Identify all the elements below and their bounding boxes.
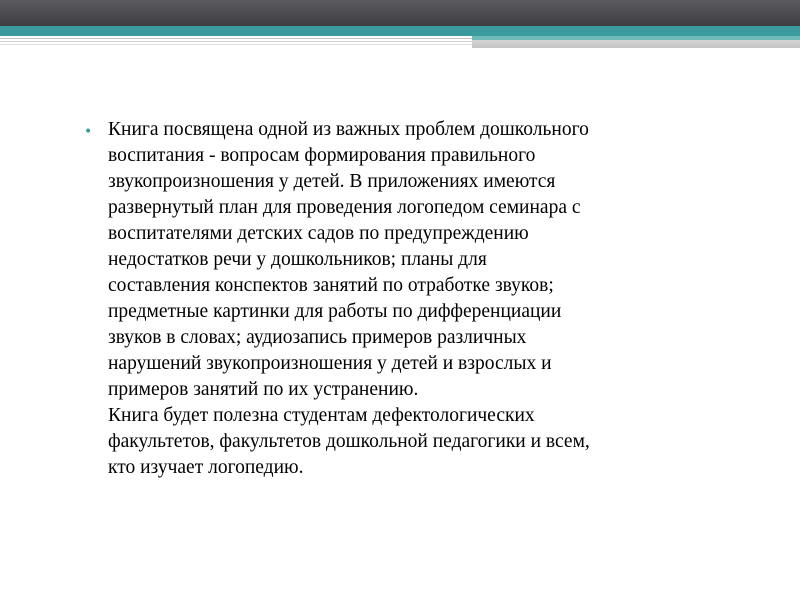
body-line: составления конспектов занятий по отработке звуков; <box>108 275 554 296</box>
header-bar <box>0 0 800 26</box>
body-line: воспитания - вопросам формирования правильного <box>108 145 536 166</box>
bullet-text <box>108 117 724 481</box>
header-accent-teal <box>472 36 800 40</box>
body-line: предметные картинки для работы по дифференциации <box>108 301 562 322</box>
body-line: воспитателями детских садов по предупреждению <box>108 223 529 244</box>
bullet-item <box>84 117 724 481</box>
header-teal-band <box>0 26 800 36</box>
body-line: примеров занятий по их устранению. <box>108 379 419 400</box>
body-line: звукопроизношения у детей. В приложениях имеются <box>108 171 556 192</box>
body-line: факультетов, факультетов дошкольной педагогики и всем, <box>108 431 590 452</box>
body-line: недостатков речи у дошкольников; планы для <box>108 249 487 270</box>
bullet-dot-icon: • <box>84 124 93 140</box>
slide-content <box>84 117 724 481</box>
body-line: нарушений звукопроизношения у детей и взрослых и <box>108 353 552 374</box>
body-line: Книга будет полезна студентам дефектологических <box>108 405 535 426</box>
body-line: кто изучает логопедию. <box>108 457 304 478</box>
body-line: звуков в словах; аудиозапись примеров различных <box>108 327 527 348</box>
body-line: Книга посвящена одной из важных проблем дошкольного <box>108 119 589 140</box>
body-line: развернутый план для проведения логопедом семинара с <box>108 197 581 218</box>
